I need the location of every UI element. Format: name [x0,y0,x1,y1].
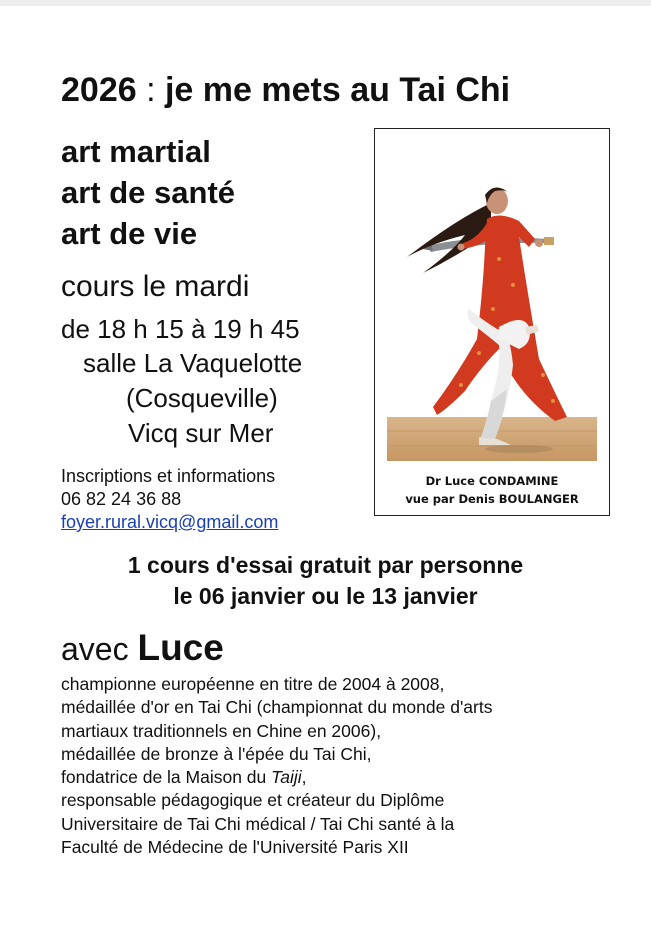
bio-line: Universitaire de Tai Chi médical / Tai Chi santé à la [61,813,455,834]
trial-line-2: le 06 janvier ou le 13 janvier [173,583,478,609]
credit-name: BOULANGER [498,492,579,506]
teacher-prefix: avec [61,631,138,667]
photo-credit [375,492,609,506]
contact-phone[interactable]: 06 82 24 36 88 [61,489,182,509]
teacher-name: Luce [137,627,224,668]
title-text: je me mets au Tai Chi [164,71,511,109]
title-colon: : [136,71,165,109]
art-sante: art de santé [61,175,236,210]
bio-line: médaillée de bronze à l'épée du Tai Chi, [61,743,372,764]
teacher-bio [61,673,492,859]
arts-list [61,131,235,254]
page-title [61,70,510,110]
trial-line-1: 1 cours d'essai gratuit par personne [127,552,524,578]
tai-chi-photo [387,139,597,461]
bio-line: médaillée d'or en Tai Chi (championnat du monde d'arts [61,697,493,718]
caption-prefix: Dr Luce [425,474,479,488]
bio-l5-italic: Taiji [271,767,302,788]
title-year: 2026 [61,71,137,109]
art-martial: art martial [61,134,211,169]
bio-line: championne européenne en titre de 2004 à 2008, [61,674,445,694]
photo-caption [375,474,609,488]
art-vie: art de vie [61,216,198,251]
schedule-area: (Cosqueville) [126,383,278,413]
schedule-hours: de 18 h 15 à 19 h 45 [61,314,300,344]
bio-line [61,766,492,789]
contact-label: Inscriptions et informations [61,466,276,486]
schedule-venue: salle La Vaquelotte [83,348,303,378]
schedule-day: cours le mardi [61,270,250,303]
contact-block [61,465,278,534]
bio-l5-suffix: , [301,767,307,788]
teacher-heading [61,628,224,669]
schedule-town: Vicq sur Mer [128,418,274,448]
bio-line: responsable pédagogique et créateur du Diplôme [61,790,445,811]
top-bar [0,0,651,6]
bio-line: martiaux traditionnels en Chine en 2006), [61,720,382,741]
bio-l5-prefix: fondatrice de la Maison du [61,767,272,788]
caption-name: CONDAMINE [478,474,559,488]
bio-line: Faculté de Médecine de l'Université Paris XII [61,837,409,858]
photo-frame [374,128,610,516]
credit-prefix: vue par Denis [405,492,499,506]
contact-email-link[interactable]: foyer.rural.vicq@gmail.com [61,512,279,532]
